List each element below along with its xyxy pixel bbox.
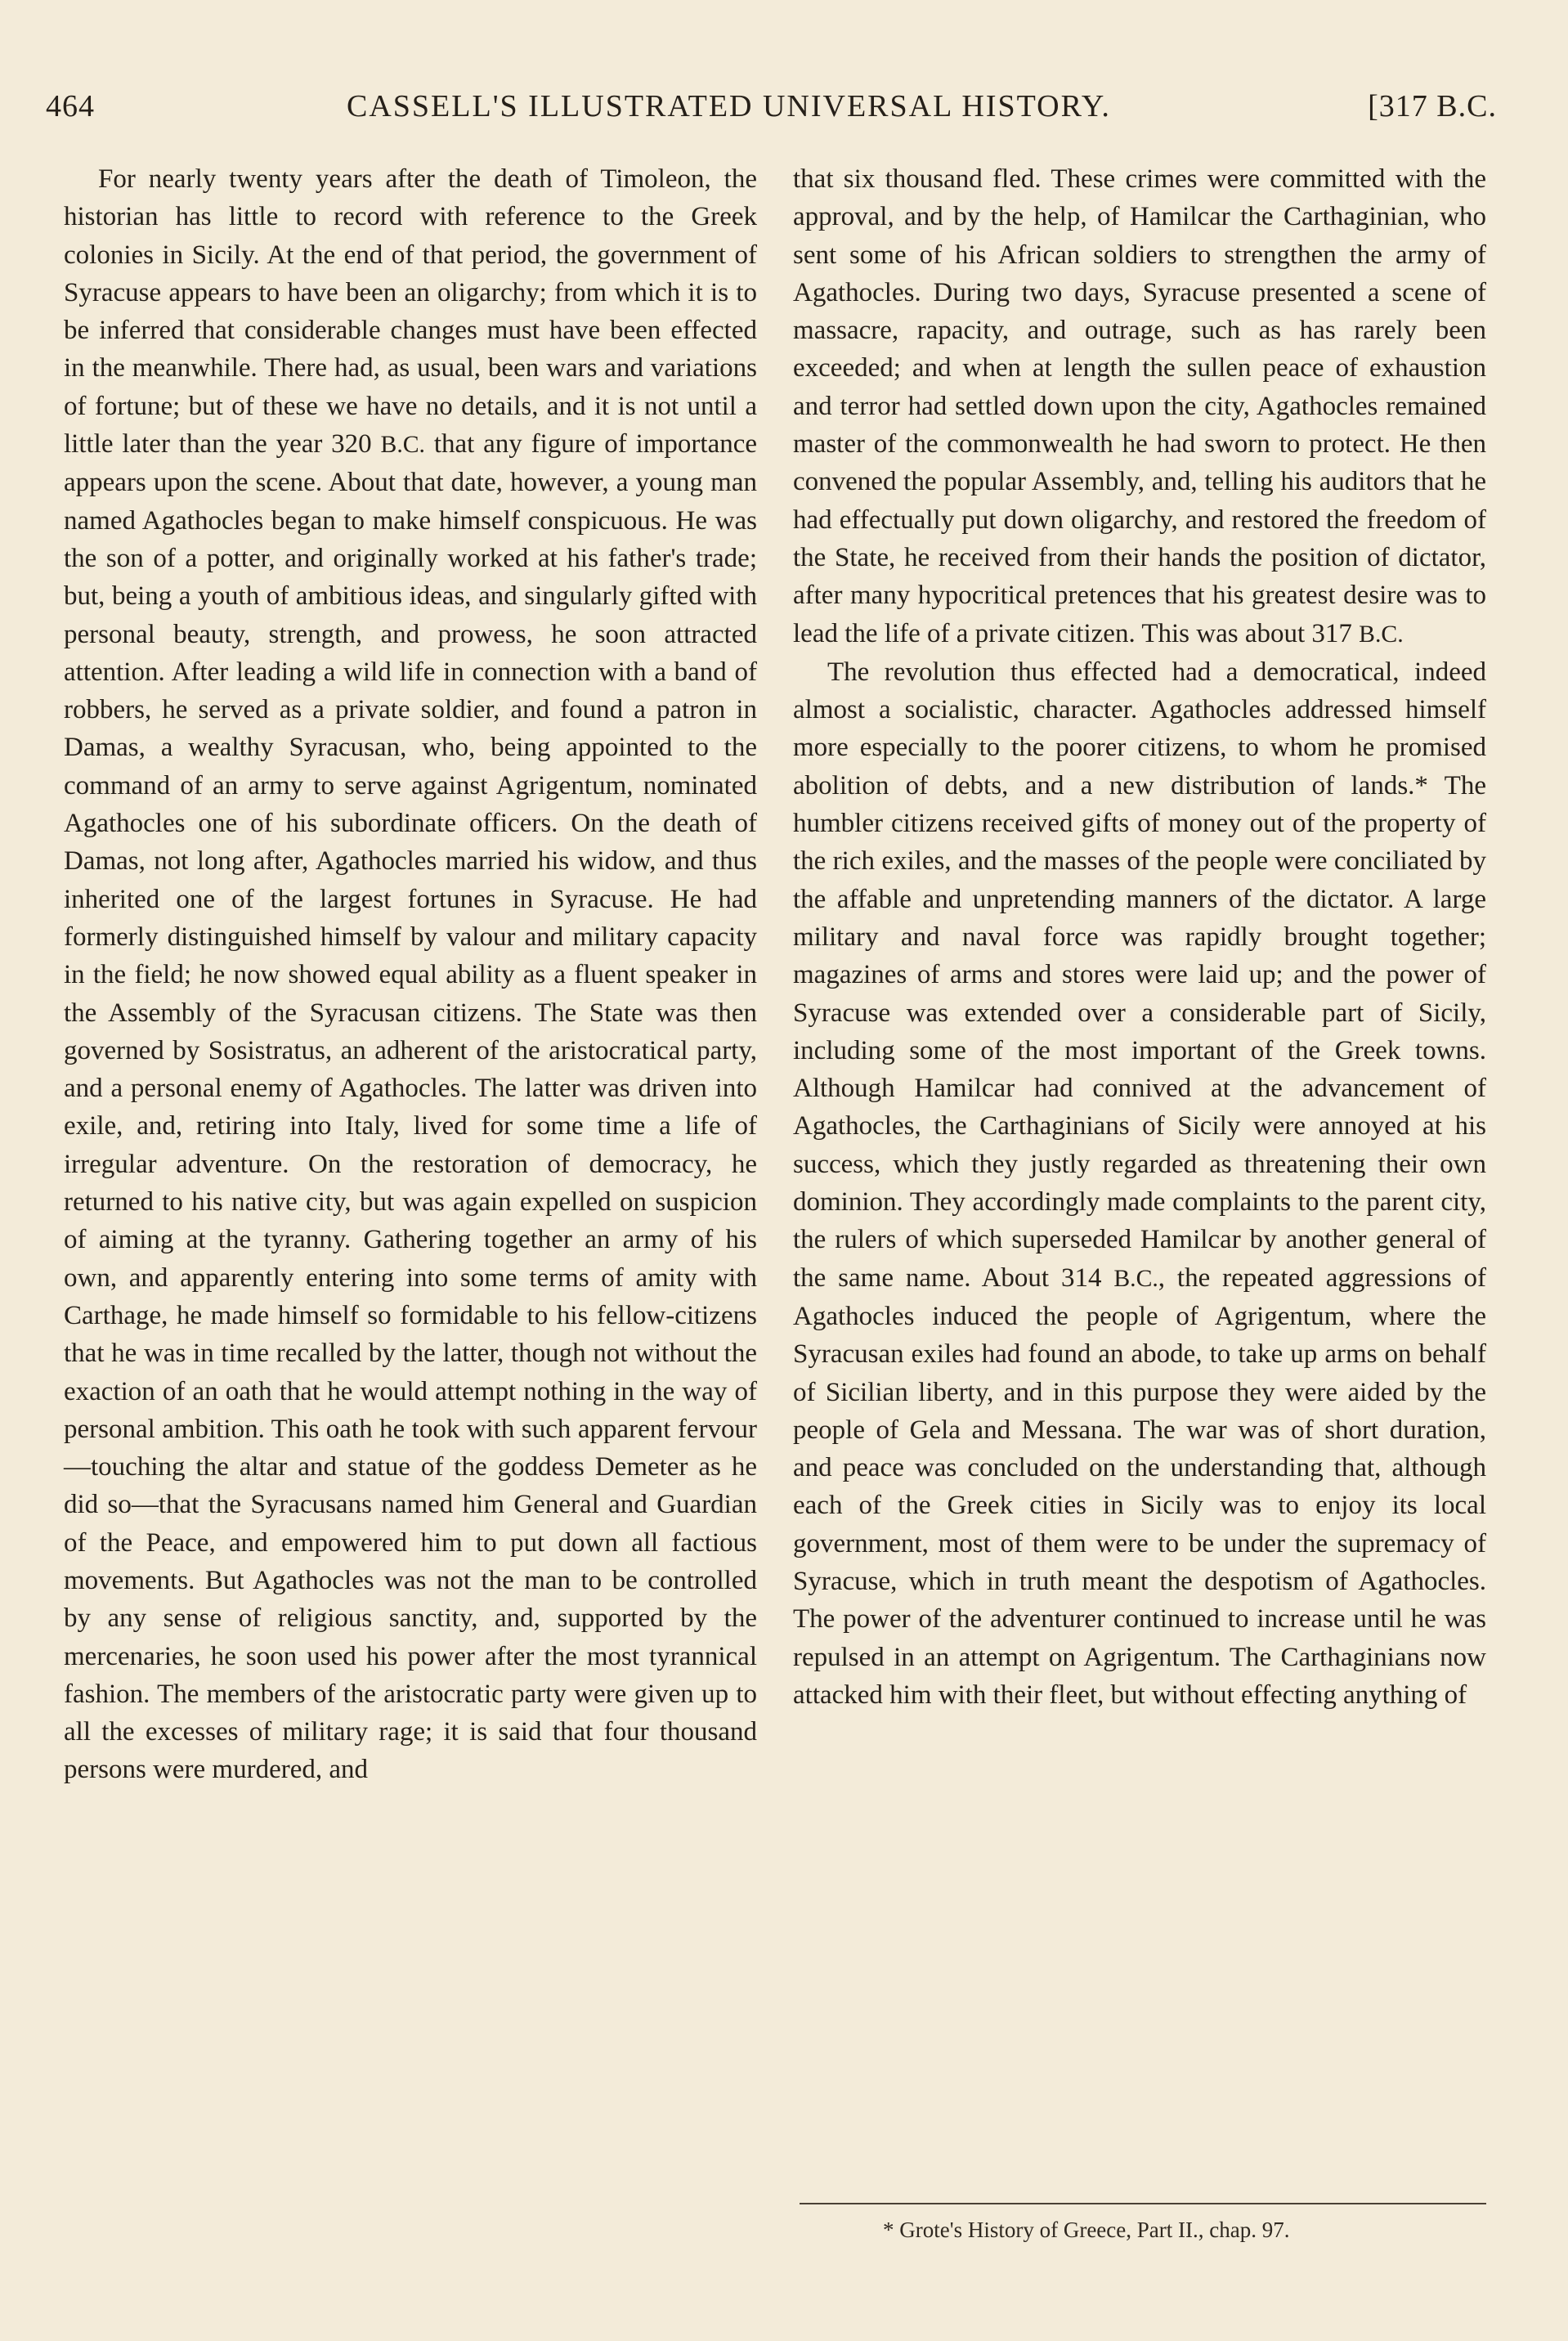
right-paragraph-2 — [793, 653, 1486, 1714]
footnote: * Grote's History of Greece, Part II., chap. 97. — [883, 2218, 1290, 2242]
left-text-1: For nearly twenty years after the death of Timoleon, the historian has little to record with reference to the Greek colonies in Sicily. At the end of that period, the government of Syracuse appears to have been an oligarchy; from which it is to be inferred that considerable changes must have been effected in the meanwhile. There had, as usual, been wars and variations of fortune; but of these we have no details, and it is not until a little later than the year 320 — [64, 164, 757, 460]
bc-label: B.C. — [380, 432, 425, 459]
right-text-2: The revolution thus effected had a democratical, indeed almost a socialistic, character. Agathocles addressed himself more especially to the poorer citizens, to whom he promised abolition of debts, and a new distribution of lands.* The humbler citizens received gifts of money out of the property of the rich exiles, and the masses of the people were conciliated by the affable and unpretending manners of the dictator. A large military and naval force was rapidly brought together; magazines of arms and stores were laid up; and the power of Syracuse was extended over a considerable part of Sicily, including some of the most important of the Greek towns. Although Hamilcar had connived at the advancement of Agathocles, the Carthaginians of Sicily were annoyed at his success, which they justly regarded as threatening their own dominion. They accordingly made complaints to the parent city, the rulers of which superseded Hamilcar by another general of the same name. About 314 — [793, 657, 1486, 1293]
right-text-3: , the repeated aggressions of Agathocles induced the people of Agrigentum, where the Syracusan exiles had found an abode, to take up arms on behalf of Sicilian liberty, and in this purpose they were aided by the people of Gela and Messana. The war was of short duration, and peace was concluded on the understanding that, although each of the Greek cities in Sicily was to enjoy its local government, most of them were to be under the supremacy of Syracuse, which in truth meant the despotism of Agathocles. The power of the adventurer continued to increase until he was repulsed in an attempt on Agrigentum. The Carthaginians now attacked him with their fleet, but without effecting anything of — [793, 1262, 1487, 1710]
footnote-rule — [800, 2203, 1486, 2204]
right-paragraph-1 — [793, 160, 1486, 653]
page-number: 464 — [46, 89, 95, 123]
left-paragraph — [64, 160, 757, 1789]
bc-label: B.C. — [1113, 1265, 1158, 1292]
page-header — [46, 82, 1497, 131]
right-column — [793, 160, 1486, 1714]
bc-label: B.C. — [1359, 621, 1404, 648]
right-text-1: that six thousand fled. These crimes were committed with the approval, and by the help, of Hamilcar the Carthaginian, who sent some of his African soldiers to strengthen the army of Agathocles. During two days, Syracuse presented a scene of massacre, rapacity, and outrage, such as has rarely been exceeded; and when at length the sullen peace of exhaustion and terror had settled down upon the city, Agathocles remained master of the commonwealth he had sworn to protect. He then convened the popular Assembly, and, telling his auditors that he had effectually put down oligarchy, and restored the freedom of the State, he received from their hands the position of dictator, after many hypocritical pretences that his greatest desire was to lead the life of a private citizen. This was about 317 — [793, 164, 1486, 648]
left-column — [64, 160, 757, 1789]
running-title: CASSELL'S ILLUSTRATED UNIVERSAL HISTORY. — [347, 89, 1111, 123]
left-text-2: that any figure of importance appears upon the scene. About that date, however, a young man named Agathocles began to make himself conspicuous. He was the son of a potter, and originally worked at his father's trade; but, being a youth of ambitious ideas, and singularly gifted with personal beauty, strength, and prowess, he soon attracted attention. After leading a wild life in connection with a band of robbers, he served as a private soldier, and found a patron in Damas, a wealthy Syracusan, who, being appointed to the command of an army to serve against Agrigentum, nominated Agathocles one of his subordinate officers. On the death of Damas, not long after, Agathocles married his widow, and thus inherited one of the largest fortunes in Syracuse. He had formerly distinguished himself by valour and military capacity in the field; he now showed equal ability as a fluent speaker in the Assembly of the Syracusan citizens. The State was then governed by Sosistratus, an adherent of the aristocratical party, and a personal enemy of Agathocles. The latter was driven into exile, and, retiring into Italy, lived for some time a life of irregular adventure. On the restoration of democracy, he returned to his native city, but was again expelled on suspicion of aiming at the tyranny. Gathering together an army of his own, and apparently entering into some terms of amity with Carthage, he made himself so formidable to his fellow-citizens that he was in time recalled by the latter, though not without the exaction of an oath that he would attempt nothing in the way of personal ambition. This oath he took with such apparent fervour—touching the altar and statue of the goddess Demeter as he did so—that the Syracusans named him General and Guardian of the Peace, and empowered him to put down all factious movements. But Agathocles was not the man to be controlled by any sense of religious sanctity, and, supported by the mercenaries, he soon used his power after the most tyrannical fashion. The members of the aristocratic party were given up to all the excesses of military rage; it is said that four thousand persons were murdered, and — [64, 429, 758, 1785]
date-label: [317 B.C. — [1368, 89, 1497, 123]
